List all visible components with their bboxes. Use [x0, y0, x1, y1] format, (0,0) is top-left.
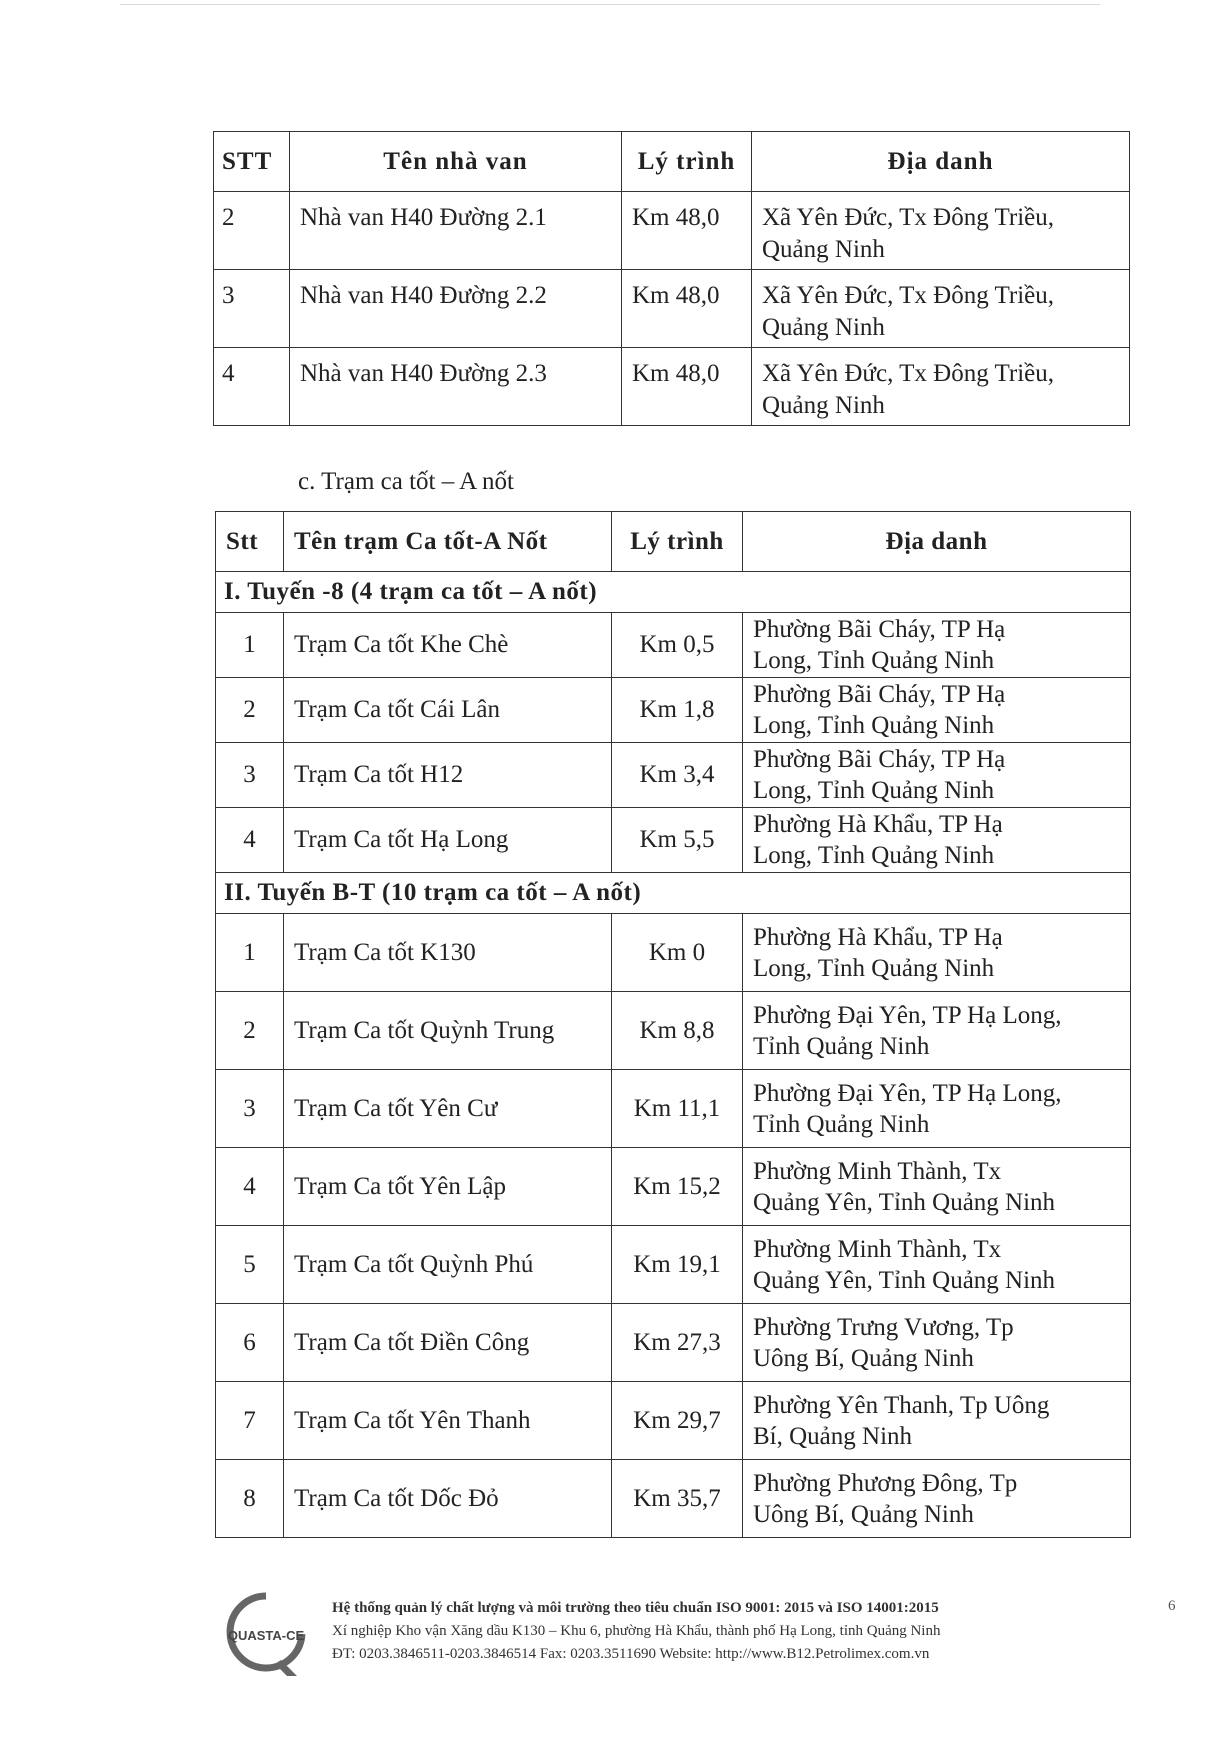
row-km: Km 11,1	[612, 1070, 743, 1148]
header-km: Lý trình	[612, 512, 743, 572]
row-location	[743, 1304, 1131, 1382]
location-line-2: Long, Tỉnh Quảng Ninh	[753, 777, 995, 804]
section-caption: c. Trạm ca tốt – A nốt	[298, 468, 514, 495]
table-header-row	[214, 132, 1130, 192]
row-name: Trạm Ca tốt Dốc Đỏ	[284, 1460, 612, 1538]
table-header-row	[216, 512, 1131, 572]
table-row	[214, 192, 1130, 270]
header-location: Địa danh	[743, 512, 1131, 572]
row-stt: 4	[216, 808, 284, 873]
row-location	[743, 992, 1131, 1070]
row-name: Trạm Ca tốt Hạ Long	[284, 808, 612, 873]
row-location	[743, 1382, 1131, 1460]
location-line-1: Phường Phương Đông, Tp	[753, 1469, 1018, 1497]
location-line-1: Phường Minh Thành, Tx	[753, 1157, 1002, 1185]
table-row	[216, 1304, 1131, 1382]
row-name: Trạm Ca tốt Khe Chè	[284, 613, 612, 678]
row-stt: 3	[216, 1070, 284, 1148]
row-stt: 3	[214, 270, 290, 348]
location-line-2: Uông Bí, Quảng Ninh	[753, 1344, 974, 1372]
row-location	[743, 743, 1131, 808]
row-stt: 1	[216, 914, 284, 992]
cathode-station-table	[215, 511, 1131, 1538]
location-line-2: Uông Bí, Quảng Ninh	[753, 1500, 974, 1528]
row-location	[743, 1460, 1131, 1538]
header-name: Tên nhà van	[290, 132, 622, 192]
table-row	[216, 1148, 1131, 1226]
row-name: Nhà van H40 Đường 2.3	[290, 348, 622, 426]
location-line-2: Long, Tỉnh Quảng Ninh	[753, 712, 995, 739]
table-row	[214, 270, 1130, 348]
table-row	[216, 1070, 1131, 1148]
substation-table	[213, 131, 1130, 426]
row-name: Nhà van H40 Đường 2.1	[290, 192, 622, 270]
row-km: Km 48,0	[622, 270, 752, 348]
row-km: Km 15,2	[612, 1148, 743, 1226]
location-line-1: Phường Đại Yên, TP Hạ Long,	[753, 1079, 1062, 1107]
row-km: Km 5,5	[612, 808, 743, 873]
location-line-2: Quảng Ninh	[762, 392, 885, 419]
page-number: 6	[1168, 1598, 1176, 1614]
header-km: Lý trình	[622, 132, 752, 192]
row-stt: 2	[214, 192, 290, 270]
row-stt: 1	[216, 613, 284, 678]
row-stt: 7	[216, 1382, 284, 1460]
row-name: Trạm Ca tốt Quỳnh Trung	[284, 992, 612, 1070]
row-name: Trạm Ca tốt Yên Thanh	[284, 1382, 612, 1460]
row-location	[743, 1070, 1131, 1148]
location-line-2: Quảng Yên, Tỉnh Quảng Ninh	[753, 1188, 1056, 1216]
header-name: Tên trạm Ca tốt-A Nốt	[284, 512, 612, 572]
footer-address-line: Xí nghiệp Kho vận Xăng dầu K130 – Khu 6, phường Hà Khẩu, thành phố Hạ Long, tỉnh Quảng Ninh	[332, 1623, 941, 1639]
location-line-1: Phường Trưng Vương, Tp	[753, 1313, 1014, 1341]
row-stt: 8	[216, 1460, 284, 1538]
row-name: Trạm Ca tốt Điền Công	[284, 1304, 612, 1382]
location-line-2: Quảng Ninh	[762, 236, 885, 263]
row-name: Nhà van H40 Đường 2.2	[290, 270, 622, 348]
row-km: Km 48,0	[622, 348, 752, 426]
row-stt: 5	[216, 1226, 284, 1304]
row-location	[752, 348, 1130, 426]
row-location	[743, 678, 1131, 743]
location-line-2: Long, Tỉnh Quảng Ninh	[753, 647, 995, 674]
row-stt: 2	[216, 678, 284, 743]
location-line-1: Phường Bãi Cháy, TP Hạ	[753, 616, 1006, 643]
location-line-1: Xã Yên Đức, Tx Đông Triều,	[762, 360, 1055, 387]
location-line-1: Phường Minh Thành, Tx	[753, 1235, 1002, 1263]
row-stt: 2	[216, 992, 284, 1070]
group-heading: I. Tuyến -8 (4 trạm ca tốt – A nốt)	[216, 572, 1131, 613]
row-location	[743, 914, 1131, 992]
row-km: Km 0,5	[612, 613, 743, 678]
row-location	[743, 613, 1131, 678]
row-name: Trạm Ca tốt K130	[284, 914, 612, 992]
footer-iso-line: Hệ thống quản lý chất lượng và môi trường theo tiêu chuẩn ISO 9001: 2015 và ISO 14001:2015	[332, 1600, 939, 1616]
table-row	[216, 1226, 1131, 1304]
row-km: Km 29,7	[612, 1382, 743, 1460]
location-line-2: Long, Tỉnh Quảng Ninh	[753, 842, 995, 869]
row-location	[752, 270, 1130, 348]
row-stt: 3	[216, 743, 284, 808]
location-line-1: Phường Bãi Cháy, TP Hạ	[753, 681, 1006, 708]
logo-text: QUASTA-CE	[227, 1628, 305, 1643]
location-line-2: Tỉnh Quảng Ninh	[753, 1110, 930, 1138]
group-row	[216, 572, 1131, 613]
group-heading: II. Tuyến B-T (10 trạm ca tốt – A nốt)	[216, 873, 1131, 914]
table-row	[216, 1382, 1131, 1460]
footer-contact-line: ĐT: 0203.3846511-0203.3846514 Fax: 0203.3511690 Website: http://www.B12.Petrolimex.com.vn	[332, 1646, 930, 1662]
header-stt: STT	[214, 132, 290, 192]
location-line-1: Phường Đại Yên, TP Hạ Long,	[753, 1001, 1062, 1029]
location-line-2: Bí, Quảng Ninh	[753, 1422, 913, 1450]
header-location: Địa danh	[752, 132, 1130, 192]
row-location	[743, 808, 1131, 873]
header-stt: Stt	[216, 512, 284, 572]
location-line-2: Tỉnh Quảng Ninh	[753, 1032, 930, 1060]
location-line-1: Phường Yên Thanh, Tp Uông	[753, 1391, 1050, 1419]
scan-top-edge	[120, 4, 1100, 5]
location-line-2: Long, Tỉnh Quảng Ninh	[753, 954, 995, 982]
row-km: Km 19,1	[612, 1226, 743, 1304]
table-row	[216, 992, 1131, 1070]
row-km: Km 27,3	[612, 1304, 743, 1382]
row-km: Km 0	[612, 914, 743, 992]
row-km: Km 8,8	[612, 992, 743, 1070]
row-name: Trạm Ca tốt Yên Lập	[284, 1148, 612, 1226]
row-name: Trạm Ca tốt Yên Cư	[284, 1070, 612, 1148]
row-stt: 4	[216, 1148, 284, 1226]
row-name: Trạm Ca tốt H12	[284, 743, 612, 808]
table-row	[216, 914, 1131, 992]
row-km: Km 35,7	[612, 1460, 743, 1538]
location-line-2: Quảng Yên, Tỉnh Quảng Ninh	[753, 1266, 1056, 1294]
quasta-logo-icon	[225, 1590, 307, 1678]
footer	[332, 1597, 940, 1666]
location-line-1: Xã Yên Đức, Tx Đông Triều,	[762, 282, 1055, 309]
table-row	[216, 808, 1131, 873]
location-line-1: Phường Hà Khẩu, TP Hạ	[753, 923, 1003, 951]
table-row	[216, 1460, 1131, 1538]
row-location	[752, 192, 1130, 270]
group-row	[216, 873, 1131, 914]
table-row	[214, 348, 1130, 426]
row-stt: 4	[214, 348, 290, 426]
row-name: Trạm Ca tốt Cái Lân	[284, 678, 612, 743]
table-row	[216, 743, 1131, 808]
row-km: Km 48,0	[622, 192, 752, 270]
row-km: Km 3,4	[612, 743, 743, 808]
location-line-1: Phường Hà Khẩu, TP Hạ	[753, 811, 1003, 838]
location-line-1: Xã Yên Đức, Tx Đông Triều,	[762, 204, 1055, 231]
row-stt: 6	[216, 1304, 284, 1382]
table-row	[216, 678, 1131, 743]
row-location	[743, 1148, 1131, 1226]
table-row	[216, 613, 1131, 678]
row-name: Trạm Ca tốt Quỳnh Phú	[284, 1226, 612, 1304]
location-line-2: Quảng Ninh	[762, 314, 885, 341]
row-km: Km 1,8	[612, 678, 743, 743]
location-line-1: Phường Bãi Cháy, TP Hạ	[753, 746, 1006, 773]
row-location	[743, 1226, 1131, 1304]
